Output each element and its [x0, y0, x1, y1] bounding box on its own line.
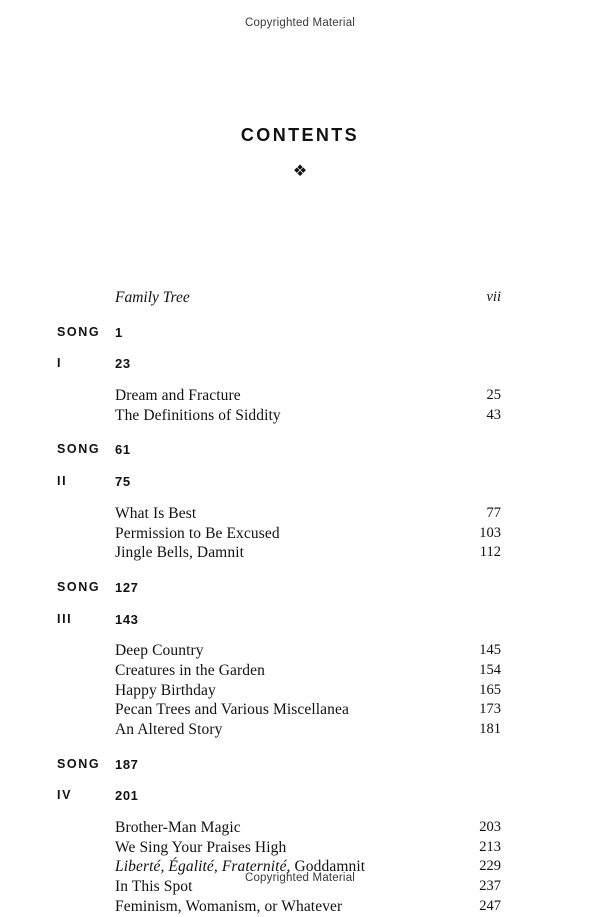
spacer — [57, 342, 501, 354]
toc-chapter-row[interactable] — [57, 504, 501, 524]
toc-chapter-row[interactable] — [57, 818, 501, 838]
toc-song-row[interactable] — [57, 440, 501, 460]
toc-marker: SONG — [57, 579, 101, 594]
spacer — [57, 629, 501, 641]
spacer — [57, 563, 501, 578]
toc-frontmatter-row[interactable] — [57, 288, 501, 308]
toc-entry-label: 143 — [115, 611, 139, 627]
toc-entry-label: Dream and Fracture — [115, 387, 241, 405]
toc-page-number: 203 — [479, 819, 501, 836]
toc-chapter-row[interactable] — [57, 386, 501, 406]
toc-marker: IV — [57, 788, 73, 803]
toc-entry-label-italic: Liberté, Égalité, Fraternité, — [115, 858, 291, 876]
copyright-notice-top: Copyrighted Material — [244, 17, 356, 29]
diamond-ornament-icon: ❖ — [292, 163, 308, 180]
toc-marker: SONG — [57, 756, 101, 771]
spacer — [57, 374, 501, 386]
toc-chapter-row[interactable] — [57, 838, 501, 858]
toc-entry-label: The Definitions of Siddity — [115, 406, 281, 424]
copyright-notice-bottom: Copyrighted Material — [244, 872, 356, 884]
toc-song-row[interactable] — [57, 755, 501, 775]
toc-page-number: 237 — [479, 878, 501, 895]
toc-marker: SONG — [57, 324, 101, 339]
toc-entry-label: 61 — [115, 442, 131, 458]
toc-page-number: 165 — [479, 681, 501, 698]
spacer — [57, 308, 501, 323]
toc-page-number: 103 — [479, 524, 501, 541]
toc-page-number: 43 — [486, 406, 501, 423]
toc-chapter-row[interactable] — [57, 524, 501, 544]
toc-entry-label: Pecan Trees and Various Miscellanea — [115, 701, 349, 719]
spacer — [57, 460, 501, 472]
toc-chapter-row[interactable] — [57, 700, 501, 720]
toc-entry-label: 187 — [115, 756, 139, 772]
page-title: CONTENTS — [240, 125, 360, 145]
toc-entry-label: Permission to Be Excused — [115, 524, 280, 542]
toc-entry-label: 201 — [115, 788, 139, 804]
toc-chapter-row[interactable] — [57, 406, 501, 426]
toc-part-row[interactable] — [57, 786, 501, 806]
toc-song-row[interactable] — [57, 323, 501, 343]
toc-page-number: 247 — [479, 897, 501, 914]
toc-marker: III — [57, 611, 73, 626]
toc-entry-label: We Sing Your Praises High — [115, 838, 287, 856]
toc-entry-label: Brother-Man Magic — [115, 819, 241, 837]
toc-entry-label: 1 — [115, 324, 123, 340]
toc-chapter-row[interactable] — [57, 543, 501, 563]
toc-entry-label: Deep Country — [115, 642, 204, 660]
table-of-contents — [57, 288, 501, 917]
toc-chapter-row[interactable] — [57, 720, 501, 740]
toc-entry-label: Creatures in the Garden — [115, 661, 265, 679]
toc-entry-label: Jingle Bells, Damnit — [115, 544, 245, 562]
toc-page-number: 77 — [486, 504, 501, 521]
toc-song-row[interactable] — [57, 578, 501, 598]
toc-entry-label: In This Spot — [115, 878, 193, 896]
toc-part-row[interactable] — [57, 354, 501, 374]
spacer — [57, 492, 501, 504]
spacer — [57, 806, 501, 818]
toc-chapter-row[interactable] — [57, 897, 501, 917]
toc-entry-label: 127 — [115, 579, 139, 595]
toc-page-number: 25 — [486, 387, 501, 404]
toc-part-row[interactable] — [57, 610, 501, 630]
toc-chapter-row[interactable] — [57, 681, 501, 701]
spacer — [57, 425, 501, 440]
toc-part-row[interactable] — [57, 472, 501, 492]
toc-entry-label: Happy Birthday — [115, 681, 216, 699]
toc-page-number: 154 — [479, 661, 501, 678]
toc-marker: SONG — [57, 442, 101, 457]
toc-marker: II — [57, 474, 68, 489]
toc-entry-label: 23 — [115, 356, 131, 372]
toc-entry-label: 75 — [115, 474, 131, 490]
toc-page-number: 213 — [479, 838, 501, 855]
toc-page-number: vii — [486, 289, 501, 305]
toc-chapter-row[interactable] — [57, 641, 501, 661]
toc-entry-label-plain: Goddamnit — [290, 858, 366, 876]
toc-chapter-row[interactable] — [57, 661, 501, 681]
toc-page-number: 112 — [479, 544, 501, 561]
toc-page-number: 181 — [479, 721, 501, 737]
toc-page-number: 229 — [479, 858, 501, 875]
spacer — [57, 774, 501, 786]
toc-entry-label: Feminism, Womanism, or Whatever — [115, 897, 343, 915]
toc-page-number: 145 — [479, 642, 501, 659]
toc-entry-label: Family Tree — [115, 289, 190, 306]
toc-page-number: 173 — [479, 701, 501, 718]
spacer — [57, 598, 501, 610]
toc-entry-label: What Is Best — [115, 504, 197, 522]
toc-entry-label: An Altered Story — [115, 721, 223, 738]
toc-marker: I — [57, 356, 63, 371]
spacer — [57, 740, 501, 755]
